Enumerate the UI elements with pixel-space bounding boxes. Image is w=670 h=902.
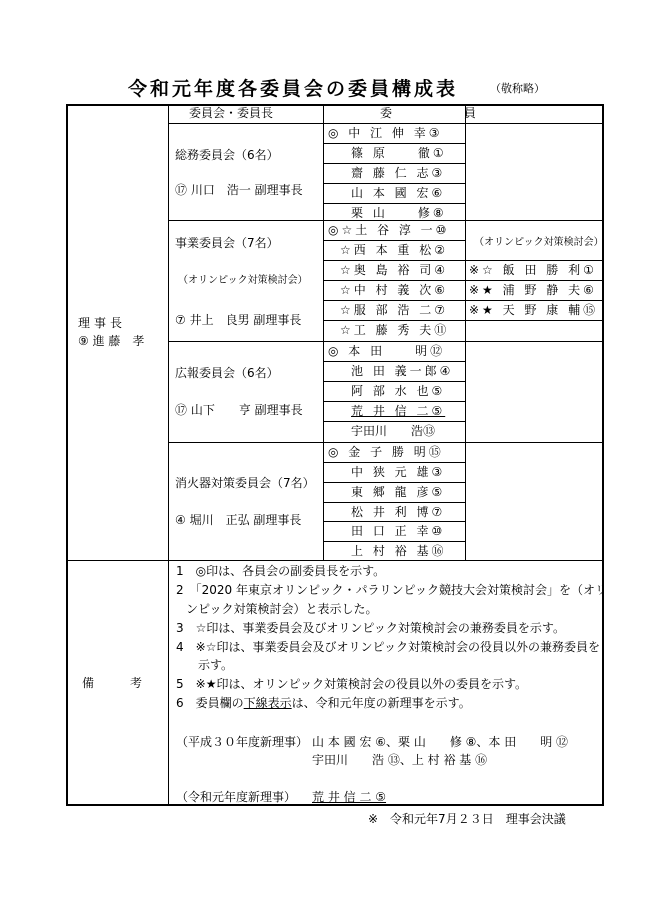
- remark-line: [176, 696, 471, 714]
- grid-line: [323, 401, 465, 402]
- remark-line: 5 ※★印は、オリンピック対策検討会の役員以外の委員を示す。: [176, 677, 528, 691]
- new-director-label: （令和元年度新理事）: [176, 790, 297, 804]
- committee-chair: ⑰ 川口 浩一 副理事長: [175, 183, 303, 197]
- grid-line: [323, 280, 465, 281]
- committee-chair: ④ 堀川 正弘 副理事長: [175, 513, 302, 527]
- grid-line: [168, 123, 604, 124]
- grid-line: [323, 163, 465, 164]
- member: ◎ 中 江 伸 幸③: [328, 126, 443, 140]
- remark-text: 6 委員欄の: [176, 696, 244, 710]
- grid-line: [66, 560, 604, 561]
- member: 池 田 義一郎④: [351, 364, 454, 378]
- grid-line: [323, 361, 465, 362]
- grid-line: [168, 104, 169, 806]
- chairman-title: 理事長: [78, 316, 127, 330]
- grid-line: [465, 280, 604, 281]
- olympic-member: ※★ 浦 野 静 夫⑥: [469, 283, 597, 297]
- member: ☆中 村 義 次⑥: [340, 283, 448, 297]
- grid-line: [323, 203, 465, 204]
- grid-line: [323, 260, 465, 261]
- chairman-name: ⑨ 進 藤 孝: [78, 334, 145, 348]
- grid-line: [168, 341, 604, 342]
- committee-subname: （オリンピック対策検討会）: [178, 275, 308, 286]
- member: ☆工 藤 秀 夫⑪: [340, 323, 450, 337]
- remark-line: 2 「2020 年東京オリンピック・パラリンピック競技大会対策検討会」を（オリ: [176, 583, 608, 597]
- grid-line: [323, 541, 465, 542]
- committee-name: 消火器対策委員会（7名）: [175, 476, 315, 490]
- grid-line: [323, 502, 465, 503]
- grid-line: [323, 421, 465, 422]
- member: ◎ 本 田 明⑫: [328, 344, 446, 358]
- grid-line: [323, 104, 324, 560]
- committee-name: 事業委員会（7名）: [175, 236, 279, 250]
- grid-line: [323, 521, 465, 522]
- remarks-label: 備 考: [82, 676, 143, 690]
- committee-name: 広報委員会（6名）: [175, 366, 279, 380]
- member: 阿 部 水 也⑤: [351, 384, 446, 398]
- remark-line: 4 ※☆印は、事業委員会及びオリンピック対策検討会の役員以外の兼務委員を: [176, 640, 600, 654]
- grid-line: [323, 183, 465, 184]
- remark-line: 示す。: [198, 658, 234, 672]
- member: 宇田川 浩⑬: [351, 424, 436, 438]
- member: 篠 原 徹①: [351, 146, 447, 160]
- grid-line: [323, 143, 465, 144]
- new-director-names: 荒 井 信 二 ⑤: [312, 790, 387, 804]
- grid-line: [323, 381, 465, 382]
- remark-text: は、令和元年度の新理事を示す。: [291, 696, 471, 710]
- grid-line: [465, 320, 604, 321]
- member-new-director: 荒 井 信 二⑤: [351, 404, 446, 418]
- new-director-names: 宇田川 浩 ⑬、上 村 裕 基 ⑯: [312, 753, 488, 767]
- grid-line: [323, 482, 465, 483]
- committee-name: 総務委員会（6名）: [175, 148, 279, 162]
- resolution-note: ※ 令和元年7月２３日 理事会決議: [368, 812, 566, 826]
- member: 東 郷 龍 彦⑤: [351, 485, 446, 499]
- olympic-member: ※★ 天 野 康 輔⑮: [469, 303, 599, 317]
- member: 栗 山 修⑧: [351, 206, 447, 220]
- member: ◎☆土 谷 淳 一⑩: [328, 223, 450, 237]
- remark-line: ンピック対策検討会）と表示した。: [186, 602, 378, 616]
- remark-line: 1 ◎印は、各員会の副委員長を示す。: [176, 564, 386, 578]
- member: 齋 藤 仁 志③: [351, 166, 446, 180]
- member: 山 本 國 宏⑥: [351, 186, 446, 200]
- member: 松 井 利 博⑦: [351, 505, 446, 519]
- grid-line: [168, 442, 604, 443]
- new-director-label: （平成３０年度新理事）: [176, 735, 309, 749]
- grid-line: [323, 462, 465, 463]
- grid-line: [465, 300, 604, 301]
- member: 中 狭 元 雄③: [351, 465, 446, 479]
- grid-line: [323, 300, 465, 301]
- new-director-names: 山 本 國 宏 ⑥、栗 山 修 ⑧、本 田 明 ⑫: [312, 735, 569, 749]
- committee-chair: ⑦ 井上 良男 副理事長: [175, 313, 302, 327]
- title-note: （敬称略）: [490, 82, 545, 95]
- header-committee: 委員会・委員長: [189, 106, 274, 120]
- olympic-group-title: （オリンピック対策検討会）: [474, 237, 604, 248]
- member: 田 口 正 幸⑩: [351, 524, 446, 538]
- header-members: 委 員: [380, 106, 477, 120]
- grid-line: [465, 260, 604, 261]
- committee-chair: ⑰ 山下 亨 副理事長: [175, 403, 303, 417]
- member: ☆西 本 重 松②: [340, 243, 448, 257]
- member: ☆奥 島 裕 司④: [340, 263, 448, 277]
- underline-sample: 下線表示: [243, 696, 292, 710]
- grid-line: [465, 104, 466, 560]
- member: ◎ 金 子 勝 明⑮: [328, 445, 444, 459]
- member: 上 村 裕 基⑯: [351, 544, 447, 558]
- olympic-member: ※☆ 飯 田 勝 利①: [469, 263, 597, 277]
- grid-line: [323, 320, 465, 321]
- grid-line: [323, 240, 465, 241]
- document-title: 令和元年度各委員会の委員構成表: [128, 78, 459, 100]
- remark-line: 3 ☆印は、事業委員会及びオリンピック対策検討会の兼務委員を示す。: [176, 621, 565, 635]
- member: ☆服 部 浩 二⑦: [340, 303, 448, 317]
- grid-line: [168, 220, 604, 221]
